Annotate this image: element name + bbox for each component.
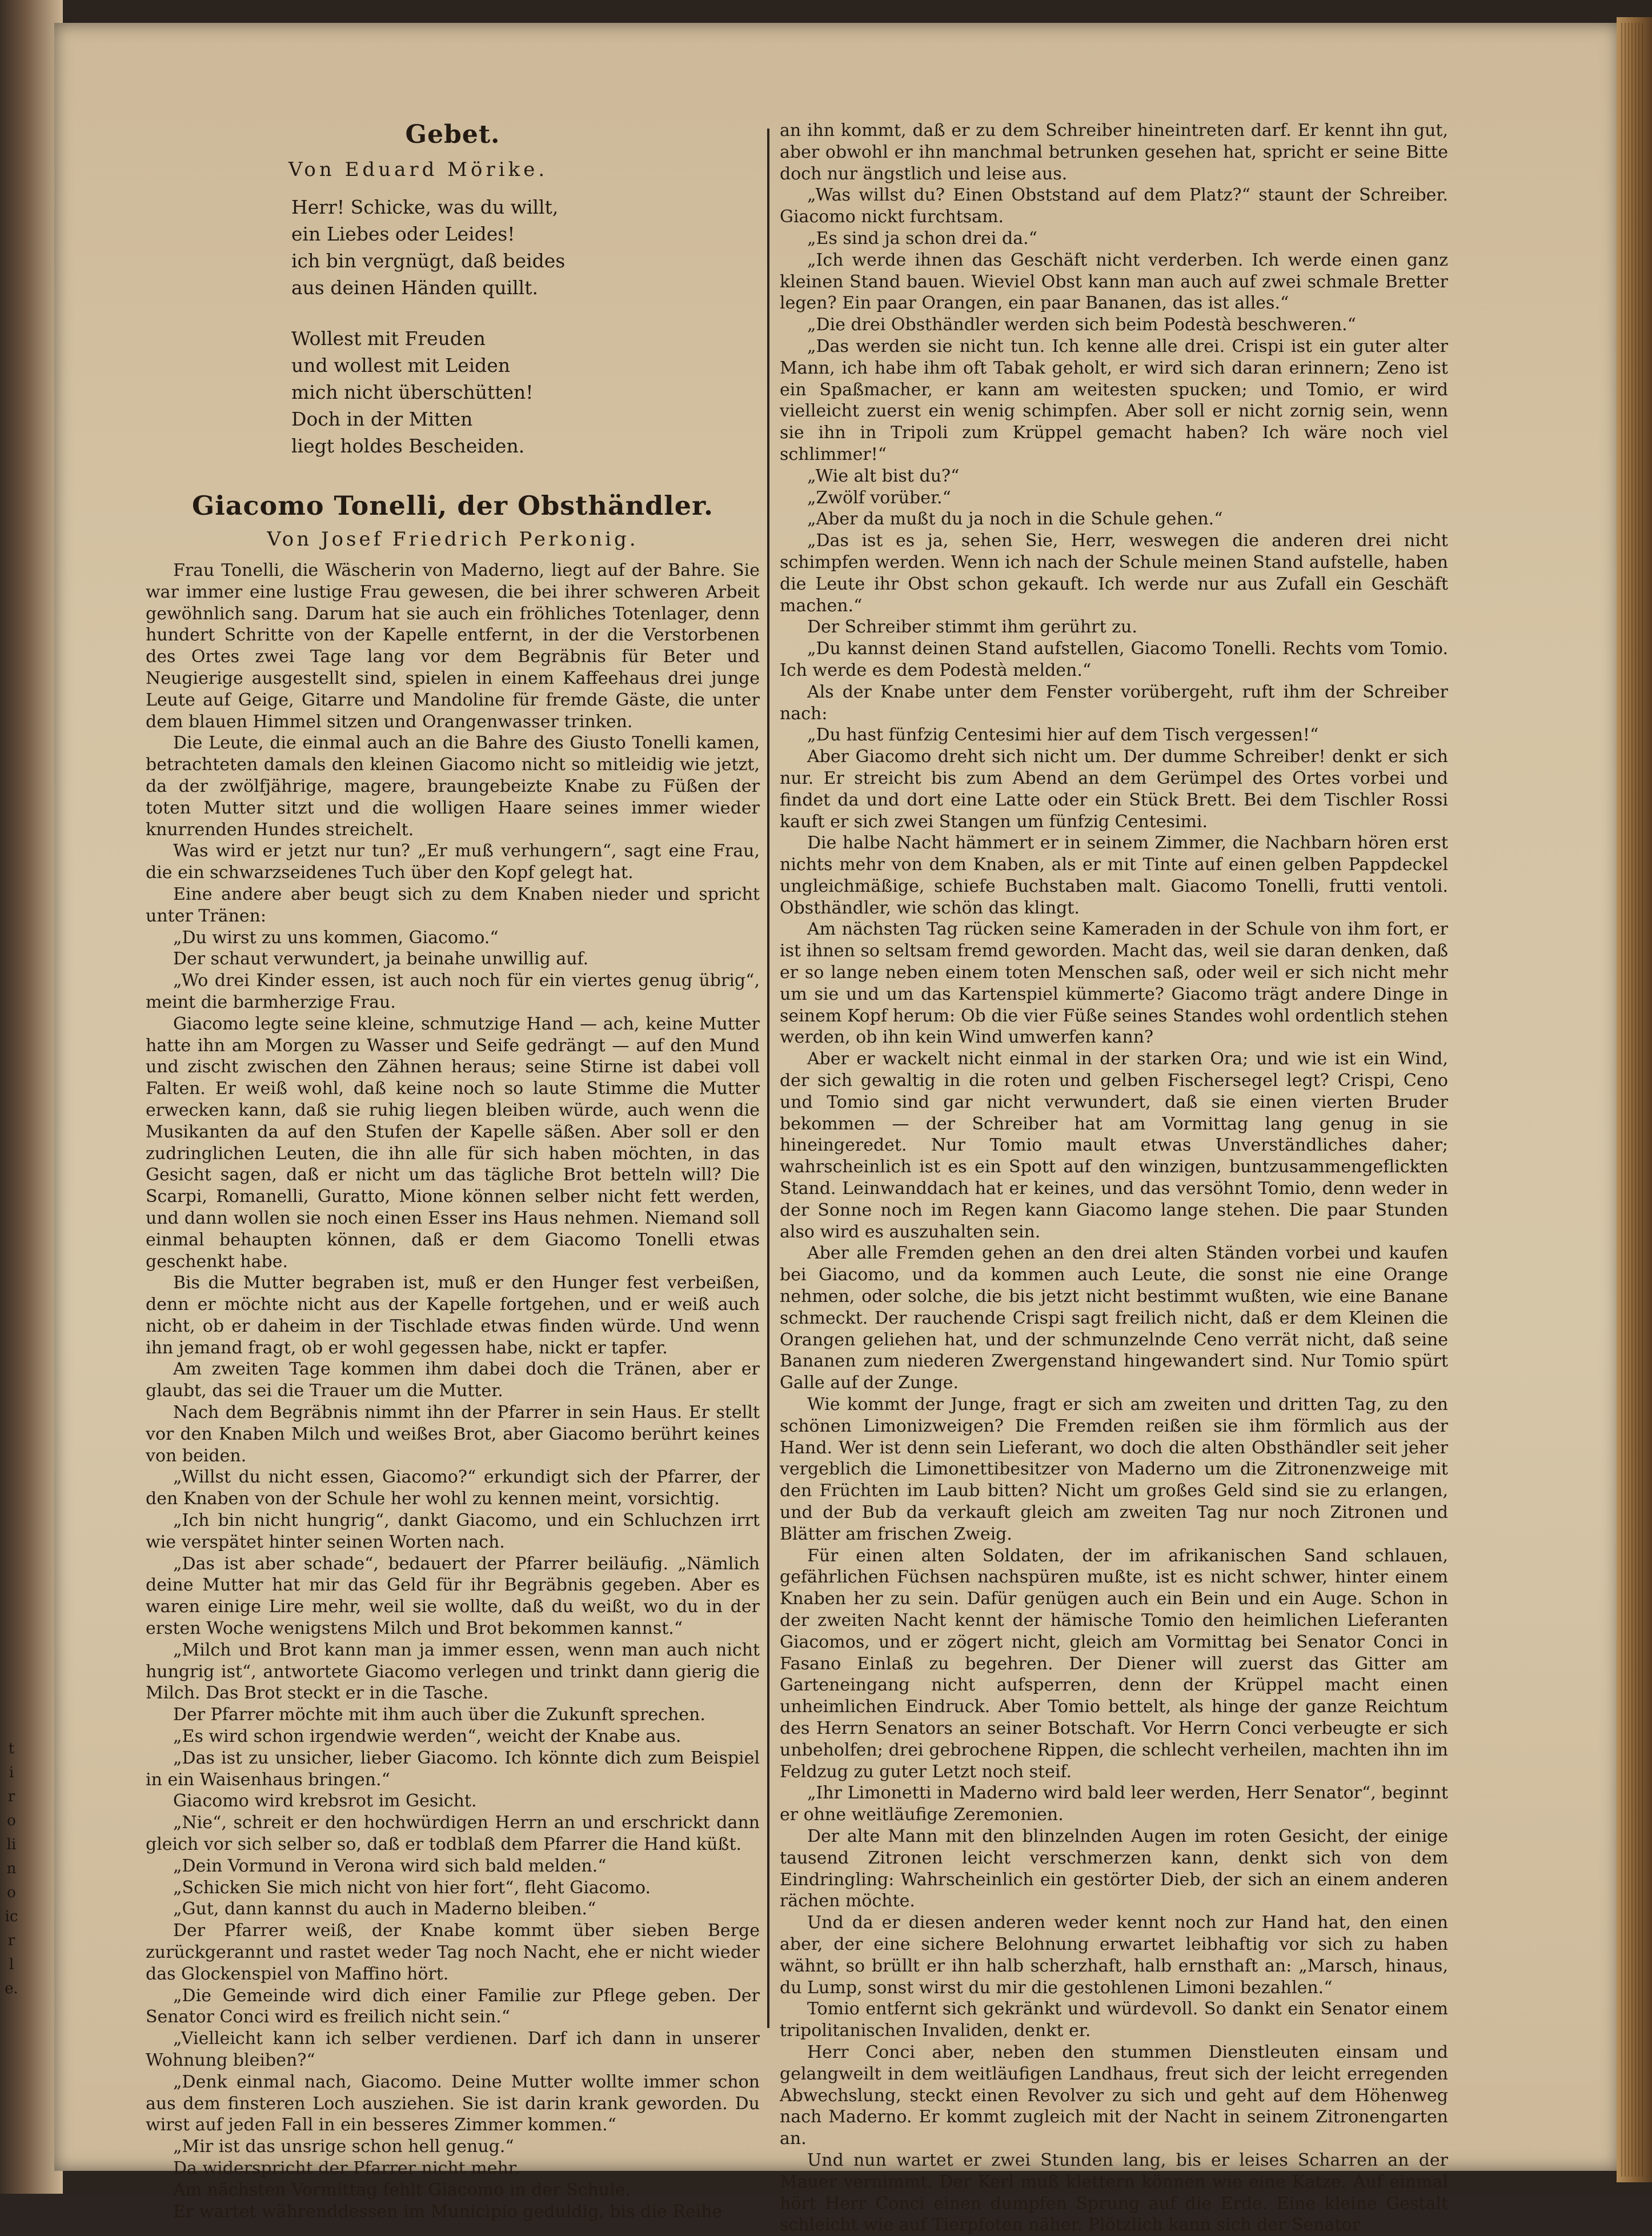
previous-page-margin-marks	[0, 1737, 23, 2057]
story-paragraph: Herr Conci aber, neben den stummen Dienstleuten einsam und gelangweilt in dem weitläufigen Landhaus, freut sich der leicht erregenden Abwechslung, steckt einen Revolver zu sich und geht auf dem Höhenweg nach Maderno. Er kommt zugleich mit der Nacht in seinem Zitronengarten an.	[780, 2042, 1448, 2149]
story-paragraph: „Es wird schon irgendwie werden“, weicht der Knabe aus.	[173, 1726, 681, 1747]
story-paragraph: Nach dem Begräbnis nimmt ihn der Pfarrer in sein Haus. Er stellt vor den Knaben Milch und weißes Brot, aber Giacomo berührt keines von beiden.	[146, 1402, 760, 1466]
story-paragraph: Für einen alten Soldaten, der im afrikanischen Sand schlauen, gefährlichen Füchsen nachspüren mußte, ist es nicht schwer, hinter einem Knaben her zu sein. Dafür genügen auch ein Bein und ein Auge. Schon in der zweiten Nacht kennt der hämische Tomio den heimlichen Lieferanten Giacomos, und er zögert nicht, gleich am Vormittag bei Senator Conci in Fasano Einlaß zu begehren. Der Diener will zuerst das Gitter am Garteneingang nicht aufsperren, denn der Krüppel macht einen unheimlichen Eindruck. Aber Tomio bettelt, als hinge der ganze Reichtum des Herrn Senators an seiner Botschaft. Vor Herrn Conci verbeugte er sich unbeholfen; drei gebrochene Rippen, die schlecht verheilen, machten ihn im Feldzug zu guter Letzt noch steif.	[780, 1545, 1448, 1782]
story-paragraph: Der Schreiber stimmt ihm gerührt zu.	[807, 617, 1137, 638]
story-paragraph: Wie kommt der Junge, fragt er sich am zweiten und dritten Tag, zu den schönen Limonizweigen? Die Fremden reißen sie ihm förmlich aus der Hand. Wer ist denn sein Lieferant, wo doch die alten Obsthändler seit jeher vergeblich die Limonettibesitzer von Maderno um die Zitronenzweige mit den Früchten im Laub bitten? Nicht um großes Geld sind sie zu erlangen, und der Bub da verkauft gleich am zweiten Tag nur noch Zitronen und Blätter am frischen Zweig.	[780, 1395, 1448, 1544]
story-paragraph: Aber alle Fremden gehen an den drei alten Ständen vorbei und kaufen bei Giacomo, und da kommen auch Leute, die sonst nie eine Orange nehmen, oder solche, die bis jetzt nicht bestimmt wußten, wie eine Banane schmeckt. Der rauchende Crispi sagt freilich nicht, daß er dem Kleinen die Orangen geliehen hat, und der schmunzelnde Ceno verrät nicht, daß seine Bananen zum niederen Zwergenstand hingewandert sind. Nur Tomio spürt Galle auf der Zunge.	[780, 1243, 1448, 1393]
poem-line: liegt holdes Bescheiden.	[291, 435, 525, 457]
margin-mark: t	[8, 1740, 15, 1757]
story-paragraph: Frau Tonelli, die Wäscherin von Maderno, liegt auf der Bahre. Sie war immer eine lustige Frau gewesen, die bei ihrer schweren Arbeit gewöhnlich sang. Darum hat sie auch ein fröhliches Totenlager, denn hundert Schritte von der Kapelle entfernt, in der die Verstorbenen des Ortes zwei Tage lang vor dem Begräbnis für Beter und Neugierige ausgestellt sind, spielen in einem Kaffeehaus drei junge Leute auf Geige, Gitarre und Mandoline für fremde Gäste, die unter dem blauen Himmel sitzen und Orangenwasser trinken.	[146, 560, 760, 732]
story-paragraph: Und nun wartet er zwei Stunden lang, bis er leises Scharren an der Mauer vernimmt. Der Kerl muß klettern können wie eine Katze. Auf einmal hört Herr Conci einen dumpfen Sprung auf die Erde. Eine kleine Gestalt schleicht wie auf Tierpfoten näher. Plötzlich kann sich der Senator	[780, 2150, 1448, 2235]
story-paragraph: Eine andere aber beugt sich zu dem Knaben nieder und spricht unter Tränen:	[146, 884, 760, 926]
story-paragraph: Die Leute, die einmal auch an die Bahre des Giusto Tonelli kamen, betrachteten damals den kleinen Giacomo nicht so mitleidig wie jetzt, da der zwölfjährige, magere, braungebeizte Knabe zu Füßen der toten Mutter sitzt und die wolligen Haare seines immer wieder knurrenden Hundes streichelt.	[146, 733, 760, 840]
poem-line: aus deinen Händen quillt.	[291, 277, 538, 299]
story-text-left	[146, 560, 760, 2222]
story-paragraph: Tomio entfernt sich gekränkt und würdevoll. So dankt ein Senator einem tripolitanischen Invaliden, denkt er.	[780, 1999, 1448, 2041]
poem-line: ein Liebes oder Leides!	[291, 223, 515, 245]
poem-line: Doch in der Mitten	[291, 408, 473, 430]
story-paragraph: Er wartet währenddessen im Municipio geduldig, bis die Reihe	[173, 2201, 723, 2222]
story-paragraph: „Das ist es ja, sehen Sie, Herr, weswegen die anderen drei nicht schimpfen werden. Wenn ich nach der Schule meinen Stand aufstelle, haben die Leute ihr Obst schon gekauft. Ich werde nur aus Zufall ein Geschäft machen.“	[780, 531, 1448, 616]
story-title: Giacomo Tonelli, der Obsthändler.	[191, 490, 714, 521]
margin-mark: o	[7, 1884, 16, 1901]
story-paragraph: Giacomo legte seine kleine, schmutzige Hand — ach, keine Mutter hatte ihn am Morgen zu Wasser und Seife gedrängt — auf den Mund und zischt zwischen den Zähnen heraus; seine Stirne ist dabei voll Falten. Er weiß wohl, daß keine noch so laute Stimme die Mutter erwecken kann, daß sie ruhig liegen bleiben würde, auch wenn die Musikanten da auf den Stufen der Kapelle säßen. Aber soll er den zudringlichen Leuten, die ihn alle für sich haben möchten, in das Gesicht sagen, daß er nicht um das tägliche Brot betteln will? Die Scarpi, Romanelli, Guratto, Mione können selber nicht fett werden, und dann wollen sie noch einen Esser ins Haus nehmen. Niemand soll einmal behaupten können, daß er dem Giacomo Tonelli etwas geschenkt habe.	[146, 1013, 760, 1272]
story-paragraph: „Willst du nicht essen, Giacomo?“ erkundigt sich der Pfarrer, der den Knaben von der Schule her wohl zu kennen meint, vorsichtig.	[146, 1467, 760, 1509]
story-paragraph: „Es sind ja schon drei da.“	[807, 228, 1037, 249]
story-paragraph: „Du kannst deinen Stand aufstellen, Giacomo Tonelli. Rechts vom Tomio. Ich werde es dem Podestà melden.“	[780, 639, 1448, 680]
story-paragraph: „Das werden sie nicht tun. Ich kenne alle drei. Crispi ist ein guter alter Mann, ich habe ihm oft Tabak geholt, er wird sich daran erinnern; Zeno ist ein Spaßmacher, er kann am weitesten spucken; und Tomio, er wird vielleicht zuerst ein wenig schimpfen. Aber soll er nicht zornig sein, wenn sie ihn in Tripoli zum Krüppel gemacht haben? Ich wäre noch viel schlimmer!“	[780, 336, 1448, 464]
story-paragraph: „Ich werde ihnen das Geschäft nicht verderben. Ich werde einen ganz kleinen Stand bauen. Wieviel Obst kann man auch auf zwei schmale Bretter legen? Ein paar Orangen, ein paar Bananen, das ist alles.“	[780, 250, 1448, 314]
story-paragraph: „Schicken Sie mich nicht von hier fort“, fleht Giacomo.	[173, 1877, 651, 1898]
story-paragraph: „Wie alt bist du?“	[807, 466, 960, 486]
story-paragraph: Am nächsten Tag rücken seine Kameraden in der Schule von ihm fort, er ist ihnen so seltsam fremd geworden. Macht das, weil sie daran denken, daß er so lange neben einem toten Menschen saß, oder weil er sich nicht mehr um sie und um das Kartenspiel kümmerte? Giacomo trägt andere Dinge in seinem Kopf herum: Ob die vier Füße seines Standes wohl ordentlich stehen werden, ob ihn kein Wind umwerfen kann?	[780, 919, 1448, 1048]
story-author: Von Josef Friedrich Perkonig.	[267, 528, 639, 551]
story-paragraph: Der alte Mann mit den blinzelnden Augen im roten Gesicht, der einige tausend Zitronen leicht verschmerzen kann, denkt sich von dem Eindringling: Wahrscheinlich ein gestörter Dieb, der sich an einem anderen rächen möchte.	[780, 1826, 1448, 1912]
page-stack-lines	[1621, 23, 1644, 2177]
poem-stanza	[291, 194, 760, 301]
story-paragraph: „Nie“, schreit er den hochwürdigen Herrn an und erschrickt dann gleich vor sich selber so, daß er todblaß dem Pfarrer die Hand küßt.	[146, 1813, 760, 1855]
poem-stanza	[291, 325, 760, 459]
story-paragraph: „Mir ist das unsrige schon hell genug.“	[173, 2137, 514, 2157]
margin-mark: n	[6, 1860, 17, 1877]
margin-mark: o	[7, 1812, 16, 1829]
column-divider	[767, 129, 769, 2028]
story-paragraph: „Vielleicht kann ich selber verdienen. Darf ich dann in unserer Wohnung bleiben?“	[146, 2029, 760, 2070]
story-paragraph: „Denk einmal nach, Giacomo. Deine Mutter wollte immer schon aus dem finsteren Loch ausziehen. Sie ist darin krank geworden. Du wirst auf jeden Fall in ein besseres Zimmer kommen.“	[146, 2071, 760, 2135]
story-paragraph: Aber er wackelt nicht einmal in der starken Ora; und wie ist ein Wind, der sich gewaltig in die roten und gelben Fischersegel legt? Crispi, Ceno und Tomio sind gar nicht verwundert, daß sie einen vierten Bruder bekommen — der Schreiber hat am Vormittag lang genug in sie hineingeredet. Nur Tomio mault etwas Unverständliches daher; wahrscheinlich ist es ein Spott auf den winzigen, buntzusammengeflickten Stand. Leinwanddach hat er keines, und das versöhnt Tomio, denn weder in der Sonne noch im Regen kann Giacomo lange stehen. Die paar Stunden also wird es auszuhalten sein.	[780, 1049, 1448, 1242]
margin-mark: r	[7, 1788, 15, 1805]
story-paragraph: Am nächsten Vormittag fehlt Giacomo in der Schule.	[173, 2179, 631, 2200]
poem-line: Herr! Schicke, was du willt,	[291, 196, 559, 218]
story-paragraph: Aber Giacomo dreht sich nicht um. Der dumme Schreiber! denkt er sich nur. Er streicht bis zum Abend an dem Gerümpel des Ortes vorbei und findet da und dort eine Latte oder ein Stück Brett. Bei dem Tischler Rossi kauft er sich zwei Stangen um fünfzig Centesimi.	[780, 747, 1448, 832]
story-paragraph: Der schaut verwundert, ja beinahe unwillig auf.	[173, 949, 589, 969]
margin-mark: l	[9, 1956, 14, 1973]
poem-title: Gebet.	[405, 120, 500, 149]
story-paragraph: „Die drei Obsthändler werden sich beim Podestà beschweren.“	[807, 315, 1356, 335]
story-paragraph: Bis die Mutter begraben ist, muß er den Hunger fest verbeißen, denn er möchte nicht aus der Kapelle fortgehen, und er weiß auch nicht, ob er daheim in der Tischlade etwas finden würde. Und wenn ihn jemand fragt, ob er wohl gegessen habe, nickt er tapfer.	[146, 1273, 760, 1358]
story-paragraph: Als der Knabe unter dem Fenster vorübergeht, ruft ihm der Schreiber nach:	[780, 682, 1448, 724]
story-paragraph: Am zweiten Tage kommen ihm dabei doch die Tränen, aber er glaubt, das sei die Trauer um die Mutter.	[146, 1359, 760, 1401]
margin-mark: ic	[5, 1908, 18, 1925]
story-paragraph: „Du wirst zu uns kommen, Giacomo.“	[173, 927, 499, 948]
story-paragraph: „Das ist aber schade“, bedauert der Pfarrer beiläufig. „Nämlich deine Mutter hat mir das Geld für ihr Begräbnis gegeben. Aber es waren einige Lire mehr, weil sie wollte, daß du weißt, wo du in der ersten Woche wenigstens Milch und Brot bekommen kannst.“	[146, 1553, 760, 1639]
right-column	[780, 120, 1448, 2236]
poem-line: Wollest mit Freuden	[291, 327, 486, 350]
story-paragraph: an ihn kommt, daß er zu dem Schreiber hineintreten darf. Er kennt ihn gut, aber obwohl er ihn manchmal betrunken gesehen hat, spricht er seine Bitte doch nur ängstlich und leise aus.	[780, 121, 1448, 184]
story-paragraph: Die halbe Nacht hämmert er in seinem Zimmer, die Nachbarn hören erst nichts mehr von dem Knaben, als er mit Tinte auf einen gelben Pappdeckel ungleichmäßige, schiefe Buchstaben malt. Giacomo Tonelli, frutti ventoli. Obsthändler, wie schön das klingt.	[780, 833, 1448, 918]
story-paragraph: Der Pfarrer weiß, der Knabe kommt über sieben Berge zurückgerannt und rastet weder Tag noch Nacht, ehe er nicht wieder das Glockenspiel von Maffino hört.	[146, 1921, 760, 1984]
story-paragraph: „Die Gemeinde wird dich einer Familie zur Pflege geben. Der Senator Conci wird es freilich nicht sein.“	[146, 1985, 760, 2027]
poem-author: Von Eduard Mörike.	[288, 158, 548, 181]
story-paragraph: „Du hast fünfzig Centesimi hier auf dem Tisch vergessen!“	[807, 725, 1319, 746]
story-paragraph: Und da er diesen anderen weder kennt noch zur Hand hat, den einen aber, der eine sichere Belohnung erwartet leibhaftig vor sich zu haben wähnt, so brüllt er ihn halb scherzhaft, halb ernsthaft an: „Marsch, hinaus, du Lump, sonst wirst du mir die gestohlenen Limoni bezahlen.“	[780, 1913, 1448, 1998]
poem-line: mich nicht überschütten!	[291, 381, 534, 403]
story-paragraph: „Das ist zu unsicher, lieber Giacomo. Ich könnte dich zum Beispiel in ein Waisenhaus bringen.“	[146, 1748, 760, 1790]
story-paragraph: „Gut, dann kannst du auch in Maderno bleiben.“	[173, 1899, 596, 1920]
left-column	[146, 120, 760, 2222]
poem-line: und wollest mit Leiden	[291, 354, 511, 376]
story-paragraph: „Dein Vormund in Verona wird sich bald melden.“	[173, 1856, 607, 1876]
story-paragraph: „Zwölf vorüber.“	[807, 487, 951, 508]
poem-line: ich bin vergnügt, daß beides	[291, 250, 566, 272]
story-paragraph: Da widerspricht der Pfarrer nicht mehr.	[173, 2158, 520, 2178]
story-paragraph: „Ihr Limonetti in Maderno wird bald leer werden, Herr Senator“, beginnt er ohne weitläufige Zeremonien.	[780, 1783, 1448, 1825]
story-paragraph: Giacomo wird krebsrot im Gesicht.	[173, 1791, 477, 1812]
story-paragraph: „Ich bin nicht hungrig“, dankt Giacomo, und ein Schluchzen irrt wie verspätet hinter seinen Worten nach.	[146, 1510, 760, 1552]
story-paragraph: „Was willst du? Einen Obststand auf dem Platz?“ staunt der Schreiber. Giacomo nickt furchtsam.	[780, 185, 1448, 227]
margin-mark: e.	[5, 1980, 18, 1997]
margin-mark: li	[6, 1836, 17, 1853]
story-text-right	[780, 120, 1448, 2236]
margin-mark: r	[7, 1932, 15, 1949]
margin-mark: i	[9, 1764, 14, 1781]
story-paragraph: „Milch und Brot kann man ja immer essen, wenn man auch nicht hungrig ist“, antwortete Giacomo verlegen und trinkt dann gierig die Milch. Das Brot steckt er in die Tasche.	[146, 1640, 760, 1704]
story-paragraph: „Aber da mußt du ja noch in die Schule gehen.“	[807, 509, 1223, 530]
story-paragraph: Was wird er jetzt nur tun? „Er muß verhungern“, sagt eine Frau, die ein schwarzseidenes Tuch über den Kopf gelegt hat.	[146, 841, 760, 883]
poem-body	[146, 194, 760, 459]
story-paragraph: „Wo drei Kinder essen, ist auch noch für ein viertes genug übrig“, meint die barmherzige Frau.	[146, 971, 760, 1012]
story-paragraph: Der Pfarrer möchte mit ihm auch über die Zukunft sprechen.	[173, 1705, 705, 1725]
